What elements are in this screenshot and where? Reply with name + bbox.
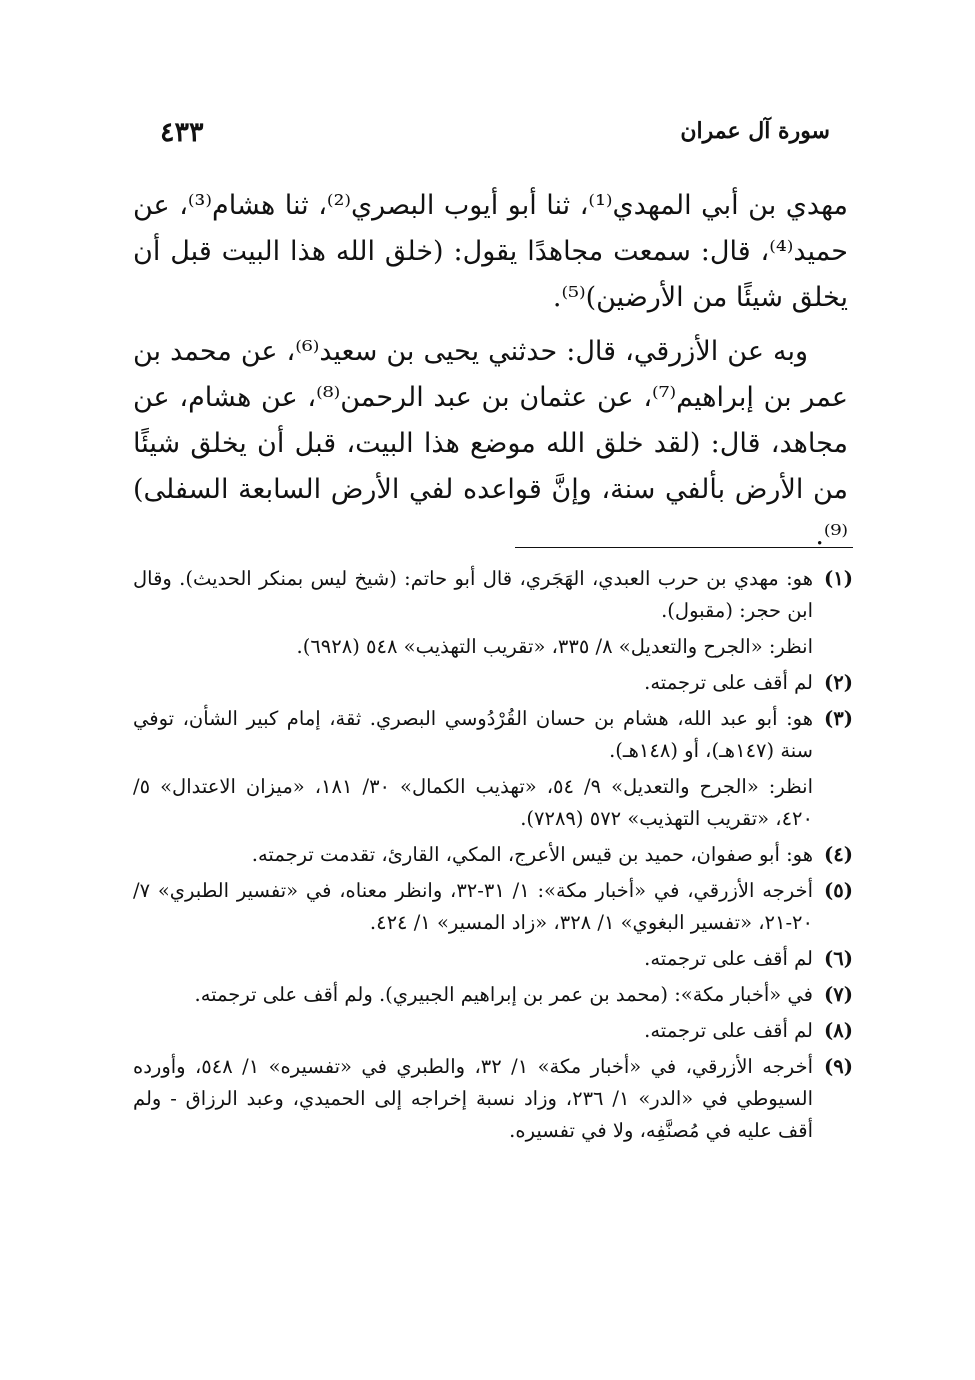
footnote-number: (٤) — [824, 843, 853, 866]
footnote-number: (٧) — [824, 983, 853, 1006]
footnote-number: (٢) — [824, 671, 853, 694]
footnote-separator — [515, 547, 853, 548]
footnote-text: لم أقف على ترجمته. — [644, 1019, 813, 1042]
footnote-1 — [133, 563, 853, 627]
footnote-8 — [133, 1015, 853, 1047]
surah-title: سورة آل عمران — [680, 118, 830, 144]
footnote-7 — [133, 979, 853, 1011]
footnote-9 — [133, 1051, 853, 1147]
footnote-number: (٣) — [824, 707, 853, 730]
page-number: ٤٣٣ — [160, 117, 204, 148]
footnote-6 — [133, 943, 853, 975]
main-text — [133, 183, 848, 559]
footnote-number: (٩) — [824, 1055, 853, 1078]
footnote-text: هو: مهدي بن حرب العبدي، الهَجَري، قال أبو حاتم: (شيخ ليس بمنكر الحديث). وقال ابن حجر: (مقبول). — [133, 567, 813, 622]
footnote-reference: انظر: «الجرح والتعديل» ٩/ ٥٤، «تهذيب الكمال» ٣٠/ ١٨١، «ميزان الاعتدال» ٥/ ٤٢٠، «تقريب التهذيب» ٥٧٢ (٧٢٨٩). — [133, 775, 813, 830]
footnote-text: هو: أبو صفوان، حميد بن قيس الأعرج، المكي، القارئ، تقدمت ترجمته. — [251, 843, 813, 866]
footnote-reference: انظر: «الجرح والتعديل» ٨/ ٣٣٥، «تقريب التهذيب» ٥٤٨ (٦٩٢٨). — [296, 635, 813, 658]
footnote-number: (١) — [824, 567, 853, 590]
footnote-number: (٥) — [824, 879, 853, 902]
footnotes — [133, 563, 853, 1151]
footnote-text: أخرجه الأزرقي، في «أخبار مكة»: ١/ ٣١-٣٢، وانظر معناه، في «تفسير الطبري» ٧/ ٢٠-٢١، «تفسير البغوي» ١/ ٣٢٨، «زاد المسير» ١/ ٤٢٤. — [133, 879, 813, 934]
footnote-number: (٦) — [824, 947, 853, 970]
paragraph-1: مهدي بن أبي المهدي⁽¹⁾، ثنا أبو أيوب البصري⁽²⁾، ثنا هشام⁽³⁾، عن حميد⁽⁴⁾، قال: سمعت مجاهدًا يقول: (خلق الله هذا البيت قبل أن يخلق شيئًا من الأرضين)⁽⁵⁾. — [133, 190, 848, 313]
footnote-2 — [133, 667, 853, 699]
paragraph-2: وبه عن الأزرقي، قال: حدثني يحيى بن سعيد⁽⁶⁾، عن محمد بن عمر بن إبراهيم⁽⁷⁾، عن عثمان بن عبد الرحمن⁽⁸⁾، عن هشام، عن مجاهد، قال: (لقد خلق الله موضع هذا البيت، قبل أن يخلق شيئًا من الأرض بألفي سنة، وإنَّ قواعده لفي الأرض السابعة السفلى)⁽⁹⁾. — [133, 336, 848, 551]
footnote-number: (٨) — [824, 1019, 853, 1042]
footnote-text: أخرجه الأزرقي، في «أخبار مكة» ١/ ٣٢، والطبري في «تفسيره» ١/ ٥٤٨، وأورده السيوطي في «الدر» ١/ ٢٣٦، وزاد نسبة إخراجه إلى الحميدي، وعبد الرزاق - ولم أقف عليه في مُصنَّفِه، ولا في تفسيره. — [133, 1055, 814, 1142]
footnote-4 — [133, 839, 853, 871]
footnote-3 — [133, 703, 853, 767]
footnote-text: في «أخبار مكة»: (محمد بن عمر بن إبراهيم الجبيري). ولم أقف على ترجمته. — [194, 983, 813, 1006]
footnote-text: هو: أبو عبد الله، هشام بن حسان القُرْدُوسي البصري. ثقة، إمام كبير الشأن، توفي سنة (١٤٧هـ)، أو (١٤٨هـ). — [133, 707, 813, 762]
footnote-text: لم أقف على ترجمته. — [644, 947, 813, 970]
footnote-5 — [133, 875, 853, 939]
footnote-text: لم أقف على ترجمته. — [644, 671, 813, 694]
